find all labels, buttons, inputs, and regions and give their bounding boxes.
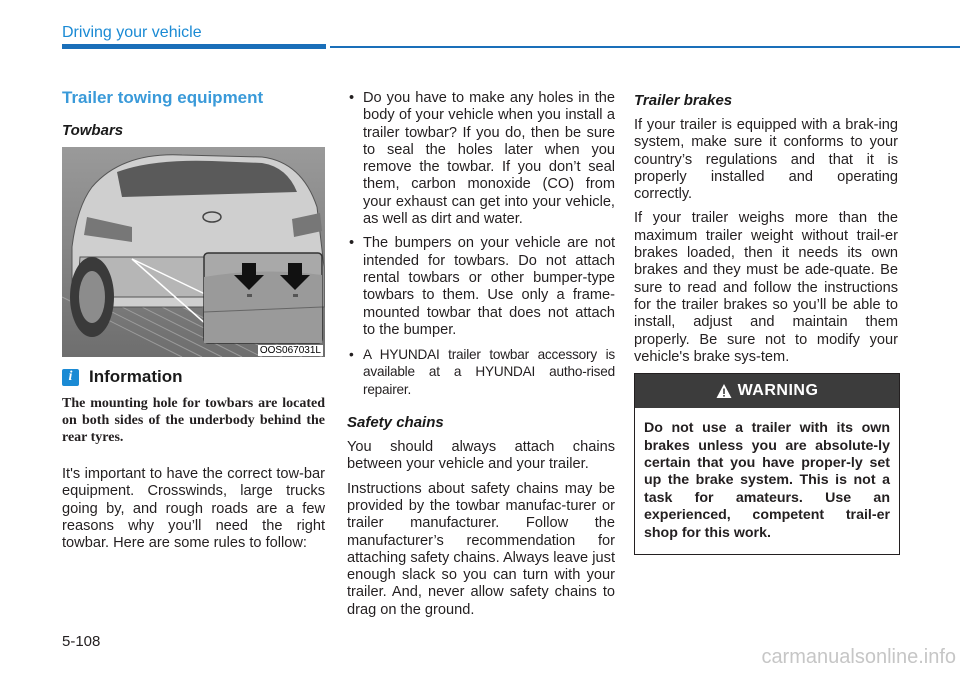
- list-item: • Do you have to make any holes in the body of your vehicle when you install a trailer towbar? If you do, then be sure to seal the holes later when you remove the towbar. If you don’t seal them, carbon monoxide (CO) from your exhaust can get into your vehicle, as well as dirt and water.: [347, 90, 615, 228]
- column-left: [62, 88, 325, 559]
- towbar-rules-list: [347, 90, 615, 398]
- warning-text: Do not use a trailer with its own brakes unless you are absolute-ly certain that you have proper-ly set up the brake system. This is not a task for amateurs. Use an experienced, competent trail-er shop for this work.: [644, 420, 890, 541]
- information-title: Information: [89, 367, 183, 386]
- header-rule-thin: [330, 46, 960, 48]
- warning-box: [634, 373, 900, 555]
- car-rear-illustration: [62, 147, 325, 357]
- warning-label: WARNING: [737, 382, 819, 400]
- list-item: • The bumpers on your vehicle are not intended for towbars. Do not attach rental towbars or other bumper-type towbars to them. Use only a frame-mounted towbar that does not attach to the bumper.: [347, 235, 615, 339]
- watermark: carmanualsonline.info: [761, 646, 956, 668]
- figure-code: OOS067031L: [259, 345, 321, 356]
- column-right: [634, 92, 898, 555]
- warning-icon: [716, 383, 732, 399]
- brakes-paragraph-1: If your trailer is equipped with a brak-ing system, make sure it conforms to your country’s regulations and that it is properly installed and operating correctly.: [634, 117, 898, 203]
- header-rule-thick: [62, 44, 326, 49]
- page-number: 5-108: [62, 633, 101, 650]
- list-item: • A HYUNDAI trailer towbar accessory is available at a HYUNDAI autho-rised repairer.: [347, 346, 615, 398]
- safety-paragraph-1: You should always attach chains between your vehicle and your trailer.: [347, 439, 615, 473]
- section-heading: Trailer towing equipment: [62, 88, 264, 107]
- towbars-heading: Towbars: [62, 122, 124, 139]
- information-text: The mounting hole for towbars are located on both sides of the underbody behind the rear tyres.: [62, 396, 325, 445]
- towbar-paragraph: It's important to have the correct tow-bar equipment. Crosswinds, large trucks going by, and rough roads are a few reasons why you’ll need the right towbar. Here are some rules to follow:: [62, 466, 325, 552]
- towbar-figure: [62, 147, 325, 357]
- safety-paragraph-2: Instructions about safety chains may be provided by the towbar manufac-turer or trailer manufacturer. Follow the manufacturer’s recommendation for attaching safety chains. Always leave just enough slack so you can turn with your trailer. And, never allow safety chains to drag on the ground.: [347, 480, 615, 618]
- brakes-paragraph-2: If your trailer weighs more than the maximum trailer weight without trail-er brakes loaded, then it needs its own brakes and they must be ade-quate. Be sure to read and follow the instructions for the trailer brakes so you’ll be able to install, adjust and maintain them properly. Be sure not to modify your vehicle's brake sys-tem.: [634, 210, 898, 365]
- column-middle: [347, 90, 615, 626]
- section-title: Driving your vehicle: [62, 24, 202, 41]
- safety-chains-heading: Safety chains: [347, 414, 444, 432]
- information-header: [62, 367, 325, 387]
- trailer-brakes-heading: Trailer brakes: [634, 92, 733, 109]
- info-icon: i: [62, 369, 79, 386]
- warning-header: [635, 374, 899, 408]
